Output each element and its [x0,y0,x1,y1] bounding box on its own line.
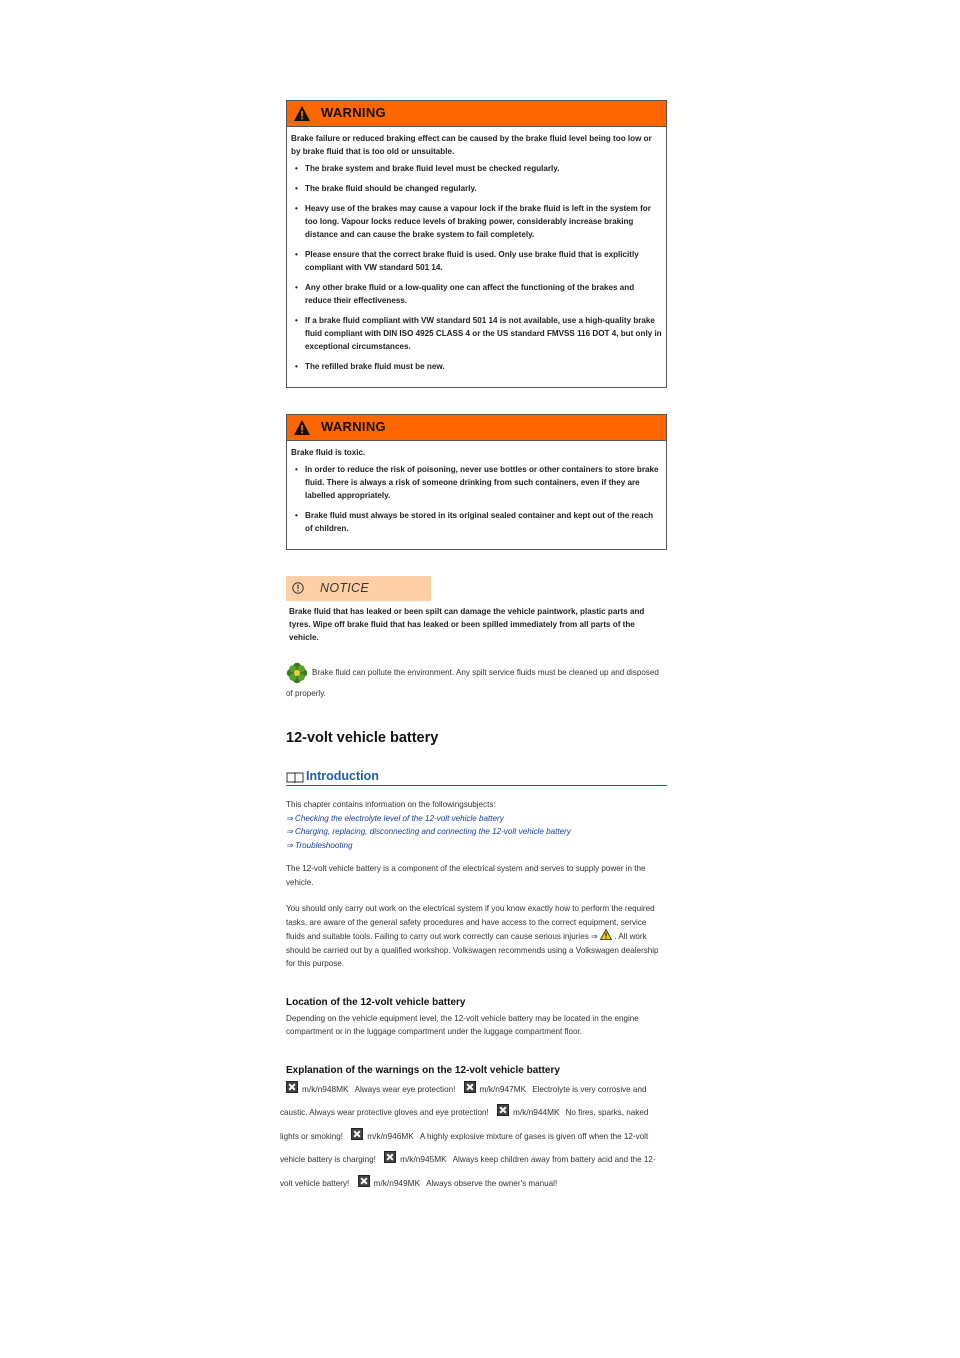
image-code: m/k/n947MK [479,1083,527,1094]
link-troubleshooting[interactable]: ⇒ Troubleshooting [286,840,353,850]
battery-description: The 12-volt vehicle battery is a component of the electrical system and serves to supply power in the vehicle. [286,864,646,887]
warning-item: • Any other brake fluid or a low-quality one can affect the functioning of the brakes and reduce their effectiveness. [291,281,662,307]
warning-item: • Heavy use of the brakes may cause a vapour lock if the brake fluid is left in the system for too long. Vapour locks reduce levels of braking power, considerably increase braking distance and can cause the brake system to fail completely. [291,202,662,241]
warning-triangle-icon [293,105,311,122]
image-code: m/k/n949MK [373,1177,421,1188]
notice-header [286,576,431,601]
location-text: Depending on the vehicle equipment level, the 12-volt vehicle battery may be located in the engine compartment or in the luggage compartment under the luggage compartment floor. [286,1013,639,1036]
warning-label: Always observe the owner's manual! [426,1178,558,1188]
image-code: m/k/n946MK [367,1130,414,1141]
link-checking-electrolyte[interactable]: ⇒ Checking the electrolyte level of the 12-volt vehicle battery [286,813,504,823]
missing-image-icon [358,1175,370,1187]
warning-label: Always keep children away from battery acid and the 12-volt vehicle battery! [280,1155,656,1188]
electrical-work-text-a: You should only carry out work on the electrical system if you know exactly how to perform the required tasks, are aware of the general safety procedures and have access to the correct equipment, service fluids and suitable tools. Failing to carry out work correctly can cause serious injuries ⇒ [286,904,655,941]
warning-intro: Brake fluid is toxic. [291,448,366,457]
warning-header [287,101,666,127]
missing-image-icon [351,1128,363,1140]
warning-intro: Brake failure or reduced braking effect can be caused by the brake fluid level being too low or by brake fluid that is too old or unsuitable. [291,134,652,156]
environment-text: Brake fluid can pollute the environment. Any spilt service fluids must be cleaned up and disposed of properly. [286,668,659,698]
warning-label: No fires, sparks, naked lights or smoking! [280,1108,649,1141]
missing-image-icon [497,1104,509,1116]
introduction-block [286,798,667,852]
manual-page [280,100,667,1195]
introduction-heading [286,768,667,786]
notice-exclamation-icon [292,582,304,594]
link-charging-replacing[interactable]: ⇒ Charging, replacing, disconnecting and connecting the 12-volt vehicle battery [286,827,571,836]
warning-item: • Please ensure that the correct brake fluid is used. Only use brake fluid that is explicitly compliant with VW standard 501 14. [291,248,662,274]
warning-box-toxic [286,414,667,550]
notice-text: Brake fluid that has leaked or been spilt can damage the vehicle paintwork, plastic parts and tyres. Wipe off brake fluid that has leaked or been spilled immediately from all parts of the vehicle. [289,607,645,642]
warning-label: Always wear eye protection! [354,1084,456,1094]
warning-item: • In order to reduce the risk of poisoning, never use bottles or other containers to store brake fluid. There is always a risk of someone drinking from such containers, even if they are labelled appropriately. [291,463,662,502]
notice-title: NOTICE [320,581,370,595]
warning-body [287,441,666,549]
book-icon [286,771,304,783]
section-title: 12-volt vehicle battery [286,730,439,746]
warning-label: A highly explosive mixture of gases is given off when the 12-volt vehicle battery is charging! [280,1131,649,1164]
electrical-work-paragraph [286,902,667,971]
warning-box-brake-failure [286,100,667,388]
missing-image-icon [384,1151,396,1163]
image-code: m/k/n945MK [400,1154,447,1164]
warning-item: • The brake fluid should be changed regularly. [291,182,662,195]
explanation-heading: Explanation of the warnings on the 12-volt vehicle battery [286,1064,560,1076]
warning-triangle-icon[interactable] [600,929,612,940]
battery-warnings-list [280,1078,667,1196]
notice-box [286,576,667,644]
warning-list [291,463,662,535]
image-code: m/k/n948MK [302,1083,349,1094]
missing-image-icon [464,1081,476,1093]
warning-header [287,415,666,441]
warning-list [291,162,662,373]
warning-triangle-icon [293,419,311,436]
warning-item: • The refilled brake fluid must be new. [291,360,662,373]
warning-item: • Brake fluid must always be stored in its original sealed container and kept out of the reach of children. [291,509,662,535]
introduction-lead: This chapter contains information on the followingsubjects: [286,800,496,809]
warning-body [287,127,666,387]
warning-title: WARNING [321,105,386,120]
warning-item: • If a brake fluid compliant with VW standard 501 14 is not available, use a high-quality brake fluid compliant with DIN ISO 4925 CLASS 4 or the US standard FMVSS 116 DOT 4, but only in exceptional circumstances. [291,314,662,353]
environment-flower-icon [286,662,308,684]
electrical-work-text-b: . All work should be carried out by a qualified workshop. Volkswagen recommends using a Volkswagen dealership for this purpose. [286,932,659,968]
warning-label: Electrolyte is very corrosive and caustic. Always wear protective gloves and eye protection! [280,1084,647,1117]
environment-note [286,662,667,704]
warning-title: WARNING [321,419,386,434]
missing-image-icon [286,1081,298,1093]
image-code: m/k/n944MK [513,1107,560,1117]
introduction-title: Introduction [306,769,379,783]
warning-item: • The brake system and brake fluid level must be checked regularly. [291,162,662,175]
location-heading: Location of the 12-volt vehicle battery [286,996,466,1008]
